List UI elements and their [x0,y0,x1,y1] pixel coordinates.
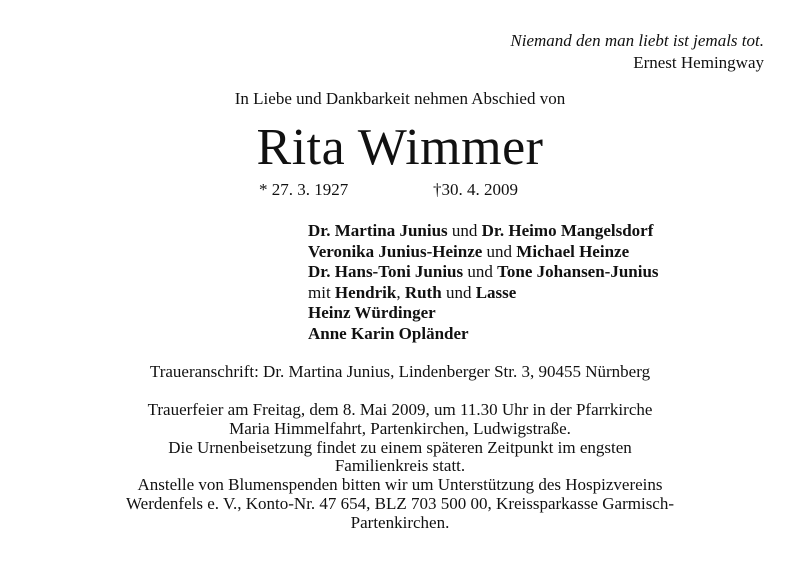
details-line: Maria Himmelfahrt, Partenkirchen, Ludwigstraße. [229,418,571,438]
mourner-line [308,283,659,304]
epigraph-author: Ernest Hemingway [633,53,764,72]
conjunction: und [486,241,513,261]
epigraph-quote: Niemand den man liebt ist jemals tot. [510,31,764,50]
intro-line: In Liebe und Dankbarkeit nehmen Abschied von [234,89,566,108]
epigraph [510,30,764,74]
mourner-name: Heinz Würdinger [308,303,436,322]
mourner-name: Dr. Martina Junius [308,221,448,240]
mourning-address: Traueranschrift: Dr. Martina Junius, Lindenberger Str. 3, 90455 Nürnberg [149,362,651,381]
mourner-name: Michael Heinze [516,241,630,261]
mourners-list [308,221,659,344]
separator: , [396,282,401,302]
funeral-details [20,401,780,533]
details-line: Trauerfeier am Freitag, dem 8. Mai 2009, um 11.30 Uhr in der Pfarrkirche [147,400,653,419]
mourner-name: Dr. Heimo Mangelsdorf [481,221,654,240]
conjunction: und [445,282,472,302]
details-line: Familienkreis statt. [334,456,466,476]
details-line: Die Urnenbeisetzung findet zu einem späteren Zeitpunkt im engsten [168,437,632,457]
deceased-name: Rita Wimmer [256,119,544,176]
details-line: Partenkirchen. [350,512,450,532]
mourner-line [308,242,659,263]
death-date: †30. 4. 2009 [433,180,518,199]
mourner-name: Hendrik [334,282,397,302]
mourner-name: Veronika Junius-Heinze [308,241,483,261]
details-line: Anstelle von Blumenspenden bitten wir um Unterstützung des Hospizvereins [137,475,663,495]
mourner-name: Lasse [475,282,517,302]
mourner-name: Ruth [404,282,442,302]
mourner-line [308,324,659,345]
mourner-line [308,303,659,324]
conjunction: und [467,262,493,281]
mourner-line [308,221,659,242]
conjunction: und [451,221,478,240]
conjunction: mit [308,282,331,302]
mourner-line [308,262,659,283]
details-line: Werdenfels e. V., Konto-Nr. 47 654, BLZ 703 500 00, Kreissparkasse Garmisch- [125,493,675,513]
mourner-name: Tone Johansen-Junius [497,262,659,281]
mourner-name: Anne Karin Opländer [308,323,469,343]
mourner-name: Dr. Hans-Toni Junius [308,262,464,281]
birth-date: * 27. 3. 1927 [259,180,349,199]
